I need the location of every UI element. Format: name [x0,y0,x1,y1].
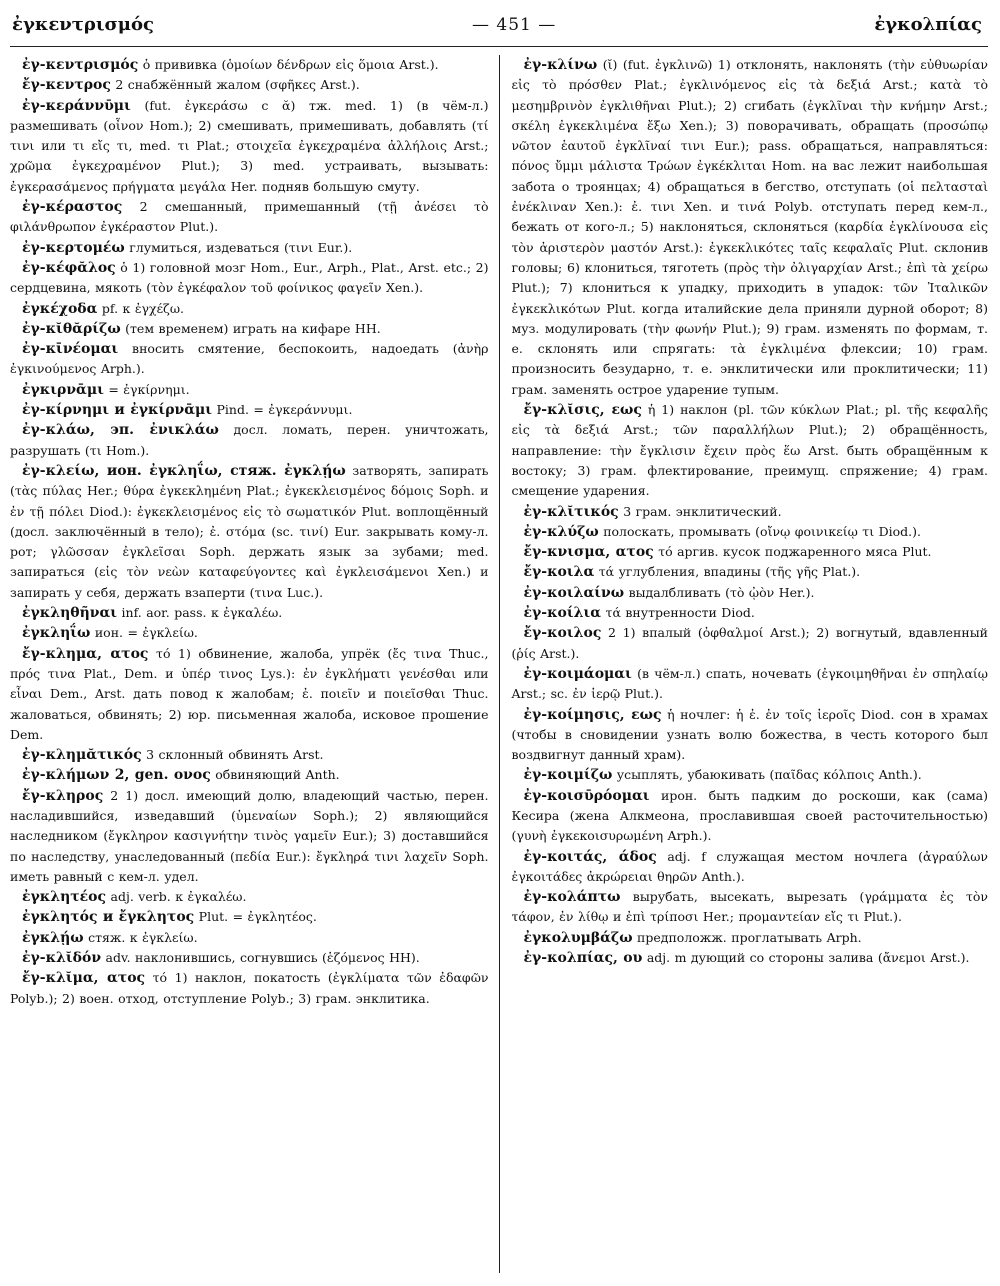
entry-definition: (ῐ) (fut. ἐγκλινῶ) 1) отклонять, наклонять (τὴν εὐθυωρίαν εἰς τὸ πρόσθεν Plat.; ἐγκλινόμενος εἰς τὰ δεξιά Arst.; κατὰ τὸ μεσημβρινὸν ἐγκλιθῆναι Plut.); 2) сгибать (ἐγκλῖναι τὴν κνήμην Arst.; σκέλη ἐγκεκλιμένα ἔξω Xen.); 3) поворачивать, обращать (προσώπῳ νῶτον ἑαυτοῦ ἐγκλῖναί τινι Eur.); pass. обращаться, направляться: πόνος ὔμμι μάλιστα Τρώων ἐγκέκλιται Hom. на вас лежит наибольшая забота о троянцах; 4) обращаться в бегство, отступать (οἱ πελτασταὶ ἐνέκλιναν Xen.): ἐ. τινι Xen. и τινά Polyb. отступать перед кем-л., бежать от кого-л.; 5) наклоняться, склоняться (καρδία ἐγκλίνουσα εἰς τὸν ἀριστερὸν μαστόν Arst.): ἐγκεκλικότες ταῖς κεφαλαῖς Plut. склонив головы; 6) клониться, тяготеть (πρὸς τὴν ὀλιγαρχίαν Arst.; ἐπὶ τὰ χείρω Plut.); 7) клониться к упадку, приходить в упадок: τῶν Ἰταλικῶν ἐγκεκλικότων Plut. когда италийские дела приняли дурной оборот; 8) муз. модулировать (τὴν φωνήν Plut.); 9) грам. изменять по формам, т. е. склонять или спрягать: τὰ ἐγκλιμένα флексии; 10) грам. произносить безударно, т. е. энклитически или проклитически; 11) грам. заменять острое ударение тупым. [511,57,988,397]
dictionary-entry [10,765,489,785]
entry-definition: вносить смятение, беспокоить, надоедать (ἀνὴρ ἐγκινούμενος Arph.). [10,341,489,377]
dictionary-entry [10,299,489,319]
entry-definition: τό 1) наклон, покатость (ἐγκλίματα τῶν ἐδαφῶν Polyb.); 2) воен. отход, отступление Polyb.; 3) грам. энклитика. [10,970,489,1006]
entry-definition: (тем временем) играть на кифаре HH. [125,320,381,336]
dictionary-entry [512,542,989,562]
entry-definition: adj. m дующий со стороны залива (ἄνεμοι Arst.). [646,950,970,966]
dictionary-entry [512,55,989,400]
entry-definition: затворять, запирать (τὰς πύλας Her.; θύρα ἐγκεκλημένη Plat.; ἐγκεκλεισμένος δόμοις Soph. и ἐν τῇ πόλει Diod.): ἐγκεκλεισμένος εἰς τὸ σωματικόν Plut. воплощённый (досл. заключённый в тело); ἐ. στόμα (sc. τινί) Eur. закрывать кому-л. рот; γλῶσσαν ἐγκλεῖσαι Soph. держать язык за зубами; med. запираться (εἰς τὸν νεὼν καταφεύγοντες καὶ ἐγκλεισάμενοι Xen.) и запирать у себя, держать взаперти (τινα Luc.). [10,462,489,600]
dictionary-entry [10,55,489,75]
entry-definition: ἡ ночлег: ἡ ἐ. ἐν τοῖς ἱεροῖς Diod. сон в храмах (чтобы в сновидении узнать волю божества, в честь которого был воздвигнут данный храм). [511,706,988,763]
entry-headword: ἐγκλῄω [22,929,84,946]
entry-headword: ἐγ-κοιμάομαι [523,665,632,682]
entry-definition: = ἐγκίρνημι. [108,381,190,397]
entry-definition: τά внутренности Diod. [605,605,755,621]
entry-definition: обвиняющий Anth. [215,767,340,783]
entry-definition: (в чём-л.) спать, ночевать (ἐγκοιμηθῆναι ἐν σπηλαίῳ Arst.; sc. ἐν ἱερῷ Plut.). [511,665,988,702]
dictionary-entry [10,420,489,461]
dictionary-entry [10,623,489,643]
dictionary-entry [10,197,489,238]
entry-headword: ἐγ-κολπίας, ου [523,950,643,967]
dictionary-entry [512,562,989,582]
dictionary-entry [10,400,489,420]
entry-headword: ἐγκιρνᾱμι [22,381,104,398]
dictionary-entry [512,765,989,785]
dictionary-entry [10,258,489,299]
entry-headword: ἐγ-κοιλαίνω [523,584,625,601]
entry-definition: вырубать, высекать, вырезать (γράμματα ἐς τὸν τάφον, ἐν λίθῳ и ἐπὶ τρίποσι Her.; προμαντείαν εἴς τι Plut.). [511,889,988,925]
entry-definition: выдалбливать (τὸ ᾠὸν Her.). [628,584,815,600]
entry-definition: Pind. = ἐγκεράννυμι. [216,402,353,418]
entry-headword: ἐγκληΐω [22,625,91,642]
entry-headword: ἔγ-κλῐσις, εως [523,402,642,419]
entry-headword: ἐγ-κλίνω [523,57,598,73]
entry-headword: ἐγ-κλήμων 2, gen. ονος [22,767,211,784]
entry-definition: adj. verb. к ἐγκαλέω. [110,889,247,905]
entry-definition: (fut. ἐγκεράσω с ᾰ) тж. med. 1) (в чём-л.) размешивать (οἶνον Hom.); 2) смешивать, примешивать, добавлять (τί τινι или τι εἴς τι, med. τι Plat.; στοιχεῖα ἐγκεχραμένα ἀλλήλοις Arst.; χρῶμα ἐγκεχραμένον Plut.); 3) med. устраивать, вызывать: ἐγκερασάμενος πρήγματα μεγάλα Her. подняв большую смуту. [10,97,489,194]
dictionary-entry [10,644,489,745]
page-number: — 451 — [472,15,557,35]
dictionary-entry [512,623,989,664]
dictionary-entry [10,339,489,380]
entry-headword: ἐγ-κοίμησις, εως [523,706,662,723]
dictionary-entry [10,968,489,1009]
page-header [10,14,988,44]
entry-definition: досл. ломать, перен. уничтожать, разрушать (τι Hom.). [10,422,489,458]
entry-definition: τό 1) обвинение, жалоба, упрёк (ἔς τινα Thuc., πρός τινα Plat., Dem. и ὑπέρ τινος Lys.): ἐν ἐγκλήματι γενέσθαι или εἶναι Dem., Arst. дать повод к жалобам; ἐ. ποιεῖν и ποιεῖσθαι Thuc. жаловаться, обвинять; 2) юр. письменная жалоба, исковое прошение Dem. [10,645,489,742]
entry-definition: полоскать, промывать (οἴνῳ φοινικείῳ τι Diod.). [603,523,921,539]
dictionary-entry [10,907,489,927]
dictionary-entry [10,75,489,95]
entry-headword: ἐγκληθῆναι [22,605,118,622]
entry-definition: τά углубления, впадины (τῆς γῆς Plat.). [598,564,861,580]
entry-headword: ἔγ-κοιλος [523,625,602,642]
entry-definition: 2 1) впалый (ὀφθαλμοί Arst.); 2) вогнутый, вдавленный (ῥίς Arst.). [511,625,988,661]
dictionary-entry [512,786,989,847]
entry-headword: ἐγκλητός и ἔγκλητος [22,909,195,926]
entry-definition: inf. aor. pass. к ἐγκαλέω. [121,605,283,621]
entry-headword: ἐγ-κλῐτικός [523,503,619,520]
dictionary-entry [10,786,489,887]
dictionary-entry [10,319,489,339]
entry-headword: ἔγ-κλημα, ατος [22,645,149,662]
entry-headword: ἔγ-κεντρος [22,77,111,94]
entry-headword: ἐγ-κλύζω [523,523,599,540]
entry-headword: ἐγ-κοιτάς, άδος [523,848,657,865]
left-column [10,55,499,1273]
header-left-word: ἐγκεντρισμός [12,14,154,35]
entry-headword: ἐγ-κεράννῡμι [22,97,131,114]
dictionary-entry [512,948,989,968]
entry-headword: ἐγ-κλῐδόν [22,950,102,967]
entry-definition: ὁ прививка (ὁμοίων δένδρων εἰς ὅμοια Arst.). [142,57,439,72]
dictionary-entry [10,745,489,765]
dictionary-entry [10,603,489,623]
dictionary-entry [10,238,489,258]
entry-headword: ἐγ-κεντρισμός [22,57,139,73]
entry-headword: ἐγ-κοίλια [523,605,602,622]
entry-definition: 2 смешанный, примешанный (τῇ ἀνέσει τὸ φιλάνθρωπον ἐγκέραστον Plut.). [10,199,489,235]
entry-headword: ἐγ-κερτομέω [22,239,125,256]
entry-definition: pf. к ἐγχέζω. [101,300,184,316]
dictionary-entry [512,603,989,623]
entry-definition: 2 1) досл. имеющий долю, владеющий частью, перен. насладившийся, изведавший (ὑμεναίων Soph.); 2) являющийся наследником (ἔγκληρον κασιγνήτην τινὸς γαμεῖν Eur.); 3) доставшийся по наследству, унаследованный (πεδία Eur.): ἔγκληρά τινι λαχεῖν Soph. иметь равный с кем-л. удел. [10,787,489,884]
dictionary-entry [512,400,989,501]
entry-headword: ἐγκέχοδα [22,300,98,317]
entry-definition: ирон. быть падким до роскоши, как (сама) Кесира (жена Алкмеона, прославившая своей расточительностью) (γυνὴ ἐγκεκοισυρωμένη Arph.). [511,787,988,844]
entry-headword: ἐγ-κίρνημι и ἐγκίρνᾱμι [22,402,213,419]
entry-definition: 2 снабжённый жалом (σφῆκες Arst.). [115,77,360,93]
entry-headword: ἔγ-κληρος [22,787,104,804]
entry-headword: ἔγ-κνισμα, ατος [523,544,654,561]
dictionary-entry [512,847,989,888]
entry-headword: ἐγ-κοισῡρόομαι [523,787,650,804]
entry-headword: ἐγ-κλάω, эп. ἐνικλάω [22,422,219,439]
entry-headword: ἔγ-κλῐμα, ατος [22,970,146,987]
entry-definition: 3 склонный обвинять Arst. [146,747,324,763]
entry-headword: ἐγ-κέραστος [22,199,123,216]
entry-headword: ἐγκολυμβάζω [523,929,633,946]
header-rule [10,46,988,47]
entry-definition: adj. f служащая местом ночлега (ἀγραύλων ἐγκοιτάδες ἀκρώρειαι θηρῶν Anth.). [511,848,988,884]
dictionary-entry [10,461,489,603]
dictionary-entry [512,705,989,766]
entry-definition: adv. наклонившись, согнувшись (ἑζόμενος HH). [105,950,420,966]
entry-definition: ион. = ἐγκλείω. [94,625,198,641]
dictionary-entry [10,928,489,948]
entry-definition: ἡ 1) наклон (pl. τῶν κύκλων Plat.; pl. τῆς κεφαλῆς εἰς τὰ δεξιά Arst.; τῶν παραλλήλων Plut.); 2) обращённость, направление: τὴν ἔγκλισιν ἔχειν πρὸς ἕω Arst. быть обращённым к востоку; 3) грам. флектирование, преимущ. спряжение; 4) грам. смещение ударения. [511,402,988,499]
entry-definition: ὁ 1) головной мозг Hom., Eur., Arph., Plat., Arst. etc.; 2) сердцевина, мякоть (τὸν ἐγκέφαλον τοῦ φοίνικος φαγεῖν Xen.). [10,259,489,296]
dictionary-entry [512,522,989,542]
entry-headword: ἐγ-κῐθᾰρίζω [22,320,121,337]
entry-headword: ἐγ-κλείω, ион. ἐγκληΐω, стяж. ἐγκλῄω [22,462,346,479]
columns [10,55,988,1273]
dictionary-entry [512,887,989,928]
dictionary-entry [512,583,989,603]
entry-headword: ἔγ-κοιλα [523,564,595,581]
header-right-word: ἐγκολπίας [874,14,982,35]
entry-definition: Plut. = ἐγκλητέος. [198,909,317,925]
entry-headword: ἐγκλητέος [22,889,107,906]
dictionary-entry [512,664,989,705]
entry-definition: предположж. проглатывать Arph. [637,929,862,945]
dictionary-entry [10,96,489,197]
right-column [500,55,989,1273]
dictionary-entry [512,928,989,948]
entry-headword: ἐγ-κλημᾰτικός [22,747,142,764]
entry-headword: ἐγ-κῑνέομαι [22,341,119,358]
entry-headword: ἐγ-κοιμίζω [523,767,613,784]
dictionary-entry [10,380,489,400]
dictionary-entry [512,502,989,522]
entry-headword: ἐγ-κέφᾰλος [22,259,116,276]
entry-definition: глумиться, издеваться (τινι Eur.). [129,239,353,255]
dictionary-entry [10,948,489,968]
entry-definition: 3 грам. энклитический. [623,503,782,519]
entry-definition: стяж. к ἐγκλείω. [88,929,198,945]
entry-headword: ἐγ-κολάπτω [523,889,621,906]
entry-definition: усыплять, убаюкивать (παῖδας κόλποις Anth.). [616,767,922,783]
entry-definition: τό аргив. кусок поджаренного мяса Plut. [658,544,932,560]
dictionary-entry [10,887,489,907]
